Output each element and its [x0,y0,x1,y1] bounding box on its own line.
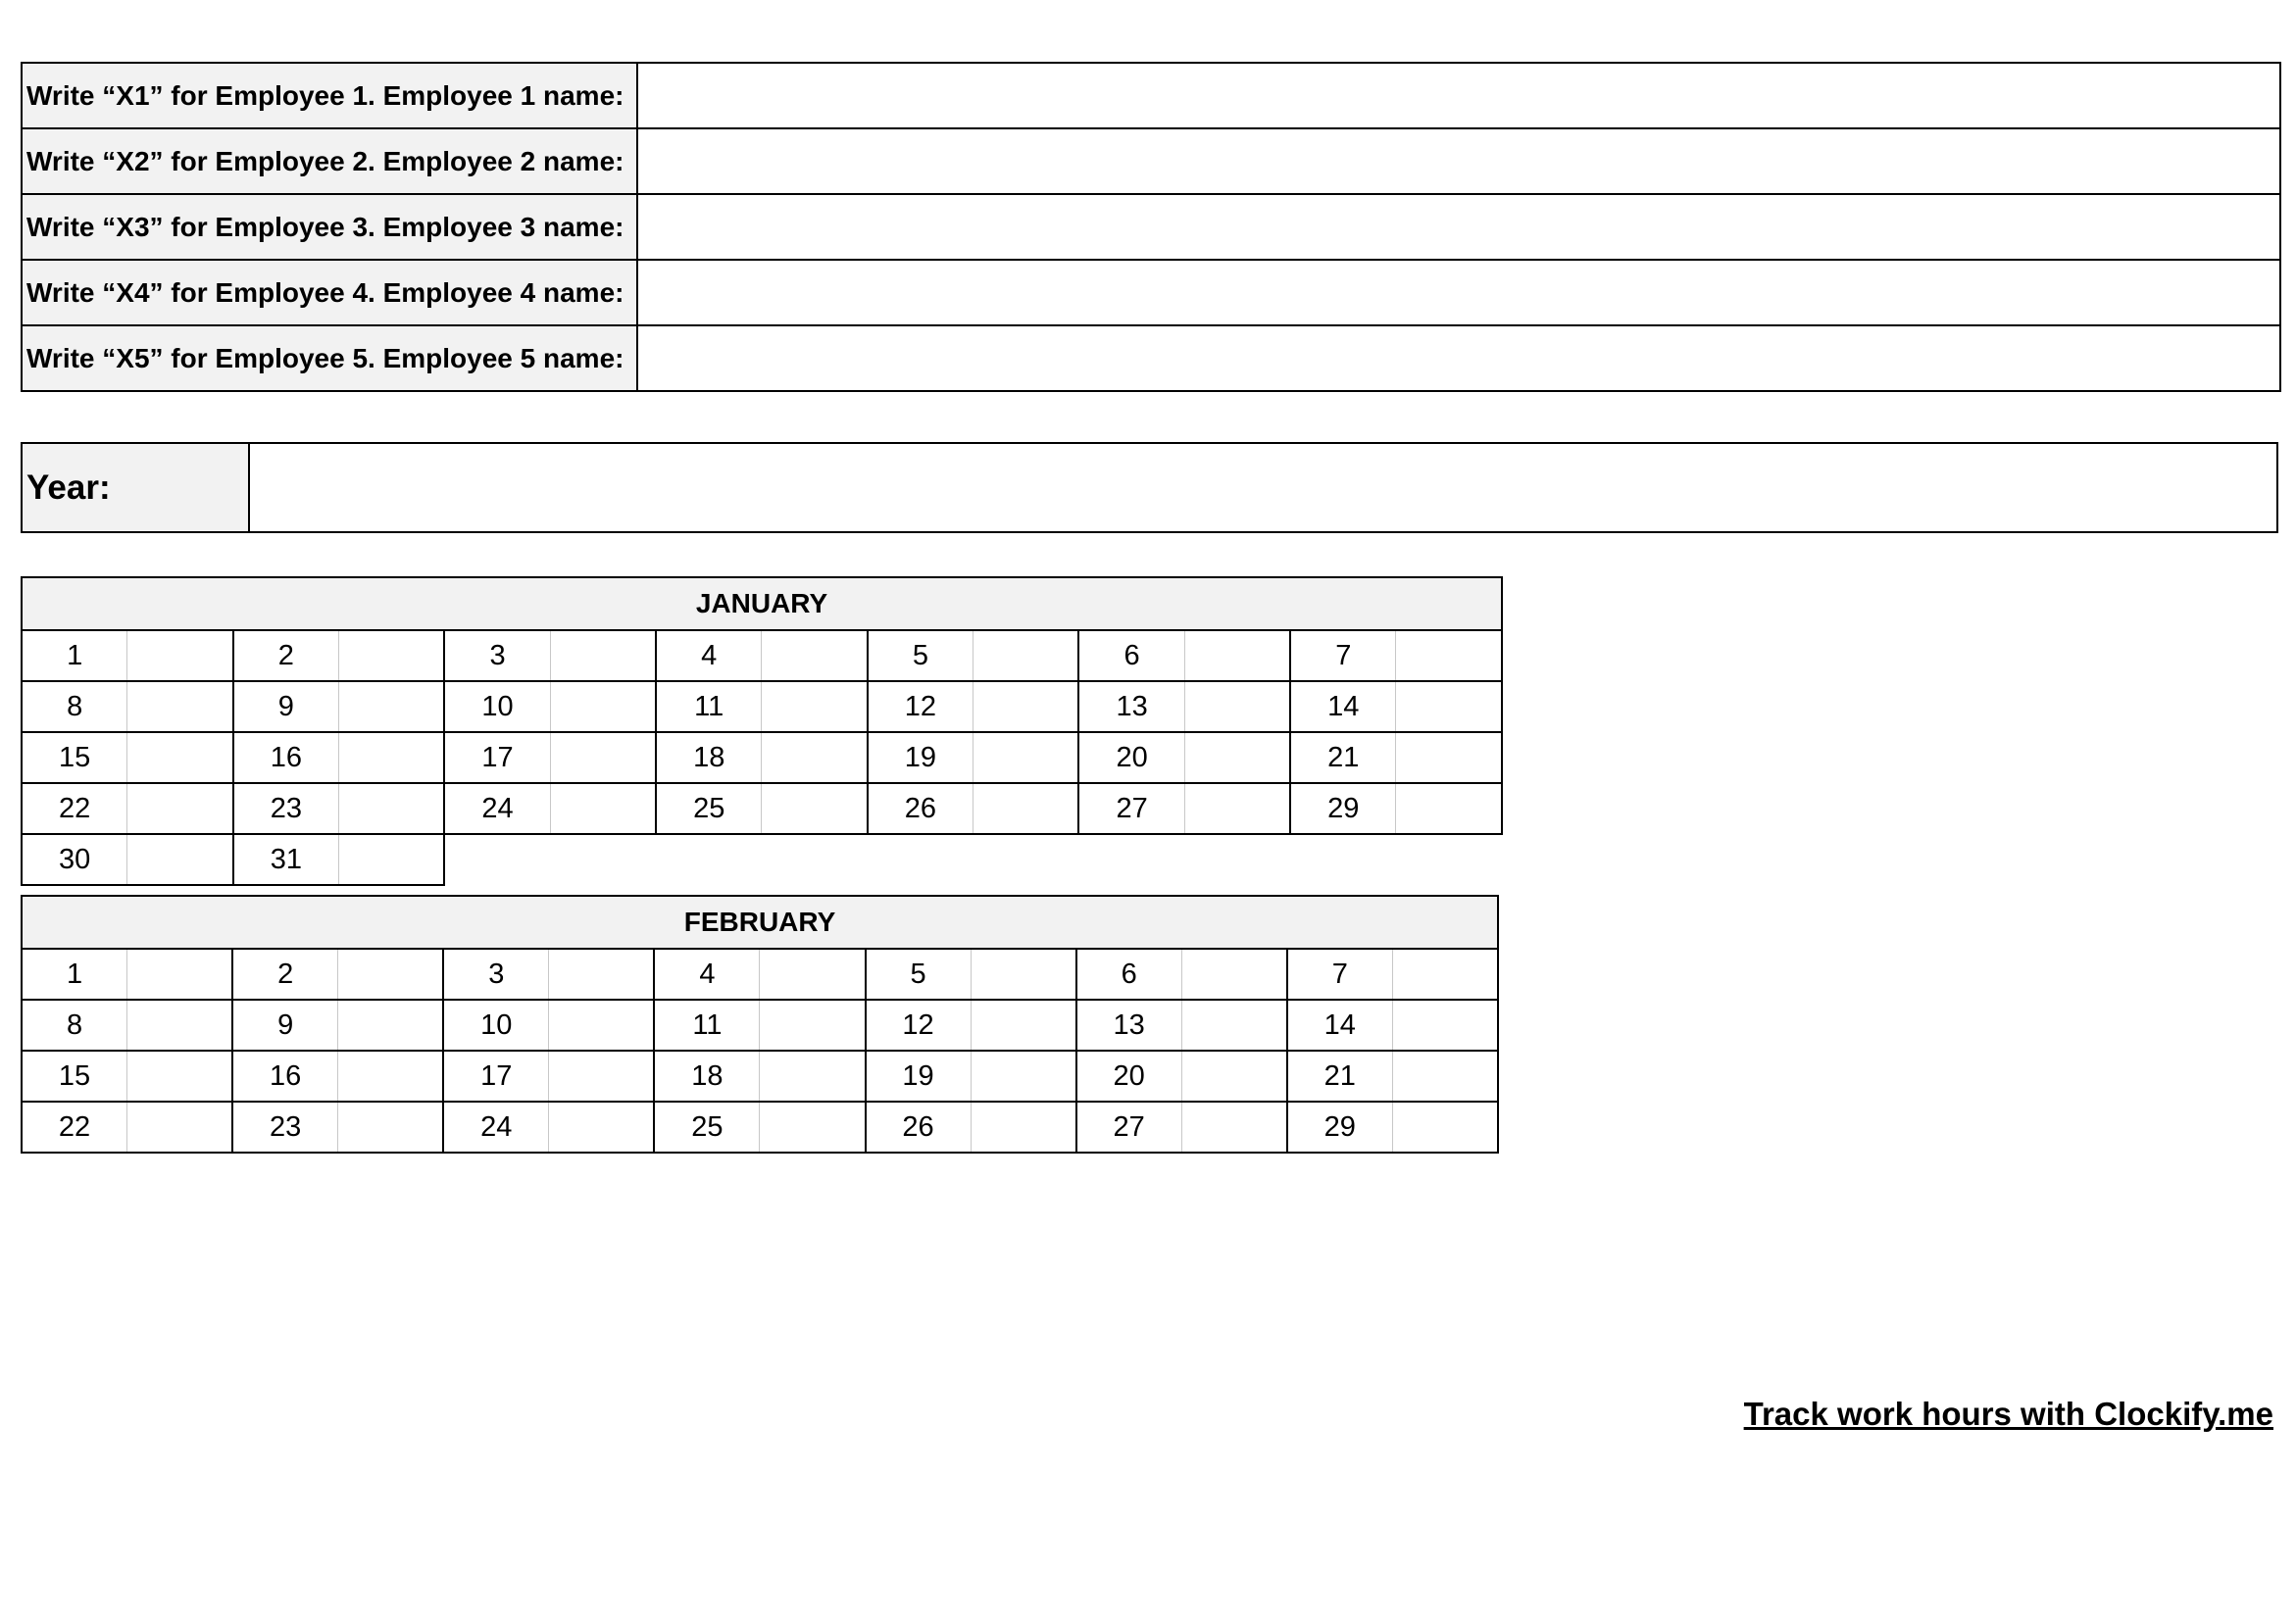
day-entry-cell[interactable] [1396,681,1502,732]
day-entry-cell[interactable] [127,681,233,732]
day-number: 15 [22,1051,127,1102]
employee-name-field[interactable] [637,128,2280,194]
day-number: 17 [443,1051,549,1102]
day-number: 11 [654,1000,760,1051]
empty-cell [868,834,1079,885]
day-number: 18 [654,1051,760,1102]
day-number: 29 [1290,783,1396,834]
day-entry-cell[interactable] [127,949,233,1000]
month-header: JANUARY [22,577,1502,630]
day-number: 31 [233,834,339,885]
day-entry-cell[interactable] [127,783,233,834]
day-entry-cell[interactable] [1392,949,1498,1000]
empty-cell [656,834,868,885]
day-number: 24 [444,783,550,834]
day-number: 22 [22,1102,127,1153]
day-entry-cell[interactable] [549,1000,655,1051]
day-number: 10 [444,681,550,732]
day-number: 4 [654,949,760,1000]
day-number: 27 [1078,783,1184,834]
day-number: 1 [22,949,127,1000]
day-entry-cell[interactable] [1392,1102,1498,1153]
day-number: 16 [232,1051,338,1102]
day-number: 20 [1076,1051,1182,1102]
day-entry-cell[interactable] [760,1102,866,1153]
day-number: 10 [443,1000,549,1051]
calendar-week-row [22,949,1498,1000]
employee-row [22,128,2280,194]
day-number: 21 [1290,732,1396,783]
day-entry-cell[interactable] [760,949,866,1000]
day-entry-cell[interactable] [762,630,868,681]
calendar-week-row [22,834,1502,885]
day-number: 5 [866,949,972,1000]
employee-name-field[interactable] [637,325,2280,391]
calendar-week-row [22,630,1502,681]
day-number: 25 [656,783,762,834]
employee-label: Write “X5” for Employee 5. Employee 5 name: [22,325,637,391]
day-number: 1 [22,630,127,681]
day-number: 27 [1076,1102,1182,1153]
employee-row [22,325,2280,391]
day-entry-cell[interactable] [338,1000,444,1051]
year-row [22,443,2277,532]
day-number: 6 [1078,630,1184,681]
day-number: 5 [868,630,973,681]
employee-label: Write “X4” for Employee 4. Employee 4 name: [22,260,637,325]
day-number: 8 [22,1000,127,1051]
year-field[interactable] [249,443,2277,532]
employee-names-table [21,62,2281,392]
day-number: 3 [443,949,549,1000]
day-entry-cell[interactable] [973,681,1079,732]
day-number: 12 [866,1000,972,1051]
day-entry-cell[interactable] [1181,1051,1287,1102]
day-entry-cell[interactable] [550,681,656,732]
day-entry-cell[interactable] [1392,1051,1498,1102]
day-entry-cell[interactable] [760,1000,866,1051]
calendar-january [21,576,1503,886]
calendar-week-row [22,1000,1498,1051]
day-entry-cell[interactable] [1181,1000,1287,1051]
calendar-week-row [22,681,1502,732]
day-number: 14 [1287,1000,1393,1051]
empty-cell [1290,834,1502,885]
day-number: 18 [656,732,762,783]
day-entry-cell[interactable] [127,1051,233,1102]
calendar-february [21,895,1499,1154]
day-entry-cell[interactable] [971,949,1076,1000]
day-entry-cell[interactable] [1396,732,1502,783]
calendar-week-row [22,1051,1498,1102]
day-entry-cell[interactable] [339,783,445,834]
day-entry-cell[interactable] [762,732,868,783]
day-entry-cell[interactable] [127,1102,233,1153]
day-entry-cell[interactable] [1392,1000,1498,1051]
day-number: 12 [868,681,973,732]
day-entry-cell[interactable] [550,630,656,681]
day-entry-cell[interactable] [549,1051,655,1102]
day-number: 6 [1076,949,1182,1000]
day-number: 21 [1287,1051,1393,1102]
day-entry-cell[interactable] [338,1102,444,1153]
employee-label: Write “X3” for Employee 3. Employee 3 name: [22,194,637,260]
day-number: 14 [1290,681,1396,732]
year-label: Year: [22,443,249,532]
day-entry-cell[interactable] [549,949,655,1000]
day-number: 11 [656,681,762,732]
day-number: 9 [233,681,339,732]
month-header: FEBRUARY [22,896,1498,949]
day-entry-cell[interactable] [550,783,656,834]
day-number: 20 [1078,732,1184,783]
day-entry-cell[interactable] [127,732,233,783]
employee-row [22,260,2280,325]
day-entry-cell[interactable] [973,783,1079,834]
day-number: 15 [22,732,127,783]
day-entry-cell[interactable] [1181,1102,1287,1153]
day-number: 13 [1078,681,1184,732]
day-entry-cell[interactable] [762,783,868,834]
day-number: 17 [444,732,550,783]
employee-name-field[interactable] [637,194,2280,260]
day-entry-cell[interactable] [760,1051,866,1102]
day-entry-cell[interactable] [127,630,233,681]
day-number: 25 [654,1102,760,1153]
day-entry-cell[interactable] [1396,783,1502,834]
day-number: 26 [868,783,973,834]
employee-row [22,194,2280,260]
day-number: 26 [866,1102,972,1153]
day-number: 9 [232,1000,338,1051]
day-entry-cell[interactable] [339,732,445,783]
day-number: 2 [233,630,339,681]
day-number: 7 [1287,949,1393,1000]
employee-name-field[interactable] [637,260,2280,325]
day-number: 7 [1290,630,1396,681]
day-number: 19 [868,732,973,783]
day-entry-cell[interactable] [1396,630,1502,681]
calendar-week-row [22,783,1502,834]
day-entry-cell[interactable] [1184,732,1290,783]
day-entry-cell[interactable] [971,1102,1076,1153]
year-table [21,442,2278,533]
day-entry-cell[interactable] [339,834,445,885]
day-entry-cell[interactable] [971,1000,1076,1051]
day-entry-cell[interactable] [1184,783,1290,834]
day-entry-cell[interactable] [762,681,868,732]
day-number: 23 [233,783,339,834]
day-entry-cell[interactable] [973,732,1079,783]
day-entry-cell[interactable] [127,834,233,885]
day-number: 19 [866,1051,972,1102]
day-entry-cell[interactable] [971,1051,1076,1102]
day-number: 16 [233,732,339,783]
day-entry-cell[interactable] [549,1102,655,1153]
day-entry-cell[interactable] [127,1000,233,1051]
day-number: 29 [1287,1102,1393,1153]
day-number: 4 [656,630,762,681]
employee-label: Write “X2” for Employee 2. Employee 2 name: [22,128,637,194]
calendar-week-row [22,1102,1498,1153]
day-number: 22 [22,783,127,834]
day-number: 23 [232,1102,338,1153]
day-number: 2 [232,949,338,1000]
day-number: 24 [443,1102,549,1153]
day-entry-cell[interactable] [1184,630,1290,681]
day-entry-cell[interactable] [1184,681,1290,732]
day-number: 3 [444,630,550,681]
empty-cell [444,834,656,885]
day-number: 13 [1076,1000,1182,1051]
employee-label: Write “X1” for Employee 1. Employee 1 name: [22,63,637,128]
day-entry-cell[interactable] [550,732,656,783]
employee-row [22,63,2280,128]
employee-name-field[interactable] [637,63,2280,128]
day-entry-cell[interactable] [339,630,445,681]
clockify-link[interactable]: Track work hours with Clockify.me [1743,1396,2273,1432]
day-entry-cell[interactable] [338,1051,444,1102]
calendar-week-row [22,732,1502,783]
empty-cell [1078,834,1290,885]
day-number: 30 [22,834,127,885]
day-number: 8 [22,681,127,732]
day-entry-cell[interactable] [973,630,1079,681]
day-entry-cell[interactable] [338,949,444,1000]
day-entry-cell[interactable] [339,681,445,732]
day-entry-cell[interactable] [1181,949,1287,1000]
